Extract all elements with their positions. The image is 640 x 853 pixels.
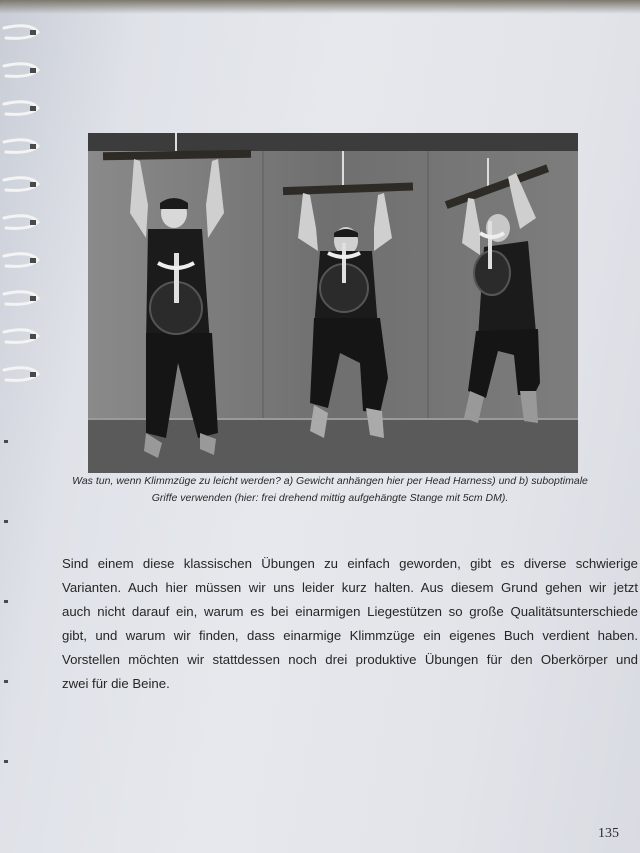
spiral-binding — [0, 20, 44, 840]
photo-caption — [60, 473, 600, 507]
page-shadow — [0, 0, 640, 14]
paragraph-line: zwei für die Beine. — [62, 676, 170, 691]
body-paragraph — [62, 552, 640, 696]
photo-illustration — [88, 133, 578, 473]
paragraph-line: gibt, und warum wir finden, dass einarmige Klimmzüge ein eigenes Buch verdient haben. — [62, 628, 638, 643]
paragraph-line: Sind einem diese klassischen Übungen zu einfach geworden, gibt es diverse schwierige — [62, 556, 638, 571]
paragraph-line: Varianten. Auch hier müssen wir uns leider kurz halten. Aus diesem Grund gehen wir jetzt — [62, 580, 638, 595]
paragraph-line: auch nicht darauf ein, warum es bei einarmigen Liegestützen so große Qualitätsunterschiede — [62, 604, 638, 619]
caption-line: Griffe verwenden (hier: frei drehend mittig aufgehängte Stange mit 5cm DM). — [151, 492, 509, 504]
pullup-photo — [88, 133, 578, 473]
paragraph-line: Vorstellen möchten wir stattdessen noch drei produktive Übungen für den Oberkörper und — [62, 652, 638, 667]
page-number: 135 — [598, 826, 619, 841]
caption-line: Was tun, wenn Klimmzüge zu leicht werden? a) Gewicht anhängen hier per Head Harness) und b) suboptimale — [72, 475, 588, 487]
